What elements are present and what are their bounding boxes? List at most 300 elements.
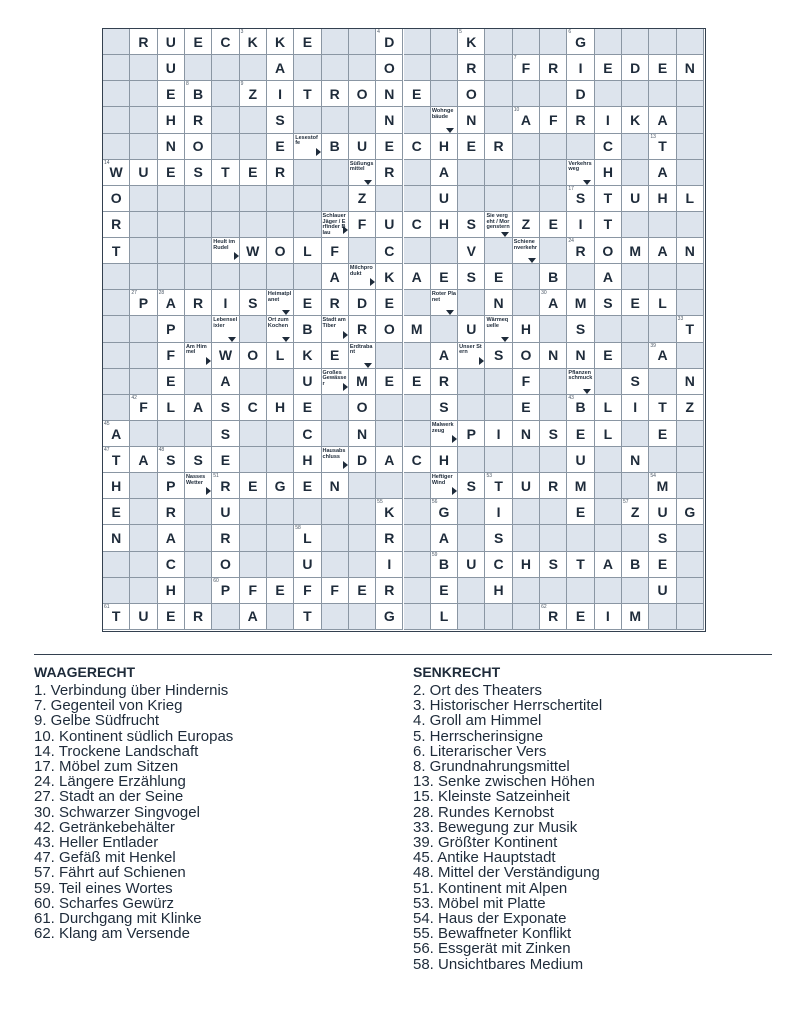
blank-cell [103,55,130,81]
letter-cell [267,107,294,133]
cell-letter: E [575,608,586,625]
letter-cell [513,421,540,447]
letter-cell [240,578,267,604]
cell-number: 47 [104,447,110,454]
clue-text: Großes Gewässer [322,369,347,387]
blank-cell [595,525,622,551]
cell-letter: H [493,582,504,599]
blank-cell [240,134,267,160]
cell-letter: L [303,242,312,259]
blank-cell [103,343,130,369]
cell-letter: E [111,503,121,520]
clue-cell [458,343,485,369]
cell-letter: E [657,425,668,442]
across-clue: 24. Längere Erzählung [34,773,186,791]
blank-cell [240,447,267,473]
letter-cell [567,186,594,212]
blank-cell [567,134,594,160]
across-clue: 7. Gegenteil von Krieg [34,697,183,715]
cell-letter: N [466,111,477,128]
letter-cell [158,473,185,499]
letter-cell [212,525,239,551]
blank-cell [294,499,321,525]
cell-letter: R [329,85,340,102]
letter-cell [513,369,540,395]
blank-cell [622,212,649,238]
blank-cell [158,421,185,447]
cell-letter: O [602,242,614,259]
letter-cell [349,134,376,160]
blank-cell [677,290,704,316]
cell-letter: L [166,399,176,416]
clue-cell [322,369,349,395]
letter-cell [103,525,130,551]
letter-cell [540,107,567,133]
blank-cell [540,447,567,473]
cell-letter: C [165,556,176,573]
cell-letter: F [139,399,148,416]
blank-cell [185,238,212,264]
letter-cell [513,55,540,81]
clue-text: Heult im Rudel [213,239,235,251]
cell-letter: T [111,451,121,468]
cell-letter: G [383,608,395,625]
letter-cell [595,212,622,238]
letter-cell [458,473,485,499]
cell-number: 57 [623,499,629,506]
letter-cell [185,290,212,316]
cell-letter: F [521,59,531,76]
blank-cell [349,29,376,55]
cell-letter: E [302,33,313,50]
clue-text: Sie vergeht / Morgenstern [486,212,510,231]
across-clue: 62. Klang am Versende [34,925,190,943]
cell-letter: O [520,347,532,364]
down-clue: 45. Antike Hauptstadt [413,849,556,867]
letter-cell [458,134,485,160]
cell-letter: B [548,268,559,285]
letter-cell [158,369,185,395]
letter-cell [158,55,185,81]
blank-cell [404,160,431,186]
cell-letter: E [275,138,285,155]
blank-cell [376,343,403,369]
blank-cell [595,29,622,55]
letter-cell [404,212,431,238]
down-clue: 15. Kleinste Satzeinheit [413,788,570,806]
blank-cell [595,473,622,499]
letter-cell [513,343,540,369]
letter-cell [458,107,485,133]
clue-text: Stadt am Tiber [322,317,346,330]
across-heading: WAAGERECHT [34,664,136,680]
letter-cell [322,81,349,107]
blank-cell [404,473,431,499]
across-clues [34,664,233,941]
letter-cell [130,160,157,186]
letter-cell [349,186,376,212]
blank-cell [595,499,622,525]
cell-letter: R [111,216,122,233]
letter-cell [185,604,212,630]
cell-letter: L [439,608,449,625]
cell-letter: C [411,451,422,468]
cell-letter: M [629,242,642,259]
arrow-right-icon [343,226,348,234]
letter-cell [294,473,321,499]
letter-cell [349,316,376,342]
cell-letter: O [192,138,204,155]
letter-cell [622,369,649,395]
cell-letter: B [302,320,313,337]
cell-letter: N [575,347,586,364]
blank-cell [458,525,485,551]
blank-cell [540,395,567,421]
cell-letter: E [411,373,422,390]
cell-letter: S [166,451,176,468]
arrow-right-icon [206,487,211,495]
cell-letter: R [384,530,395,547]
cell-number: 43 [568,394,574,401]
letter-cell [240,395,267,421]
blank-cell [267,212,294,238]
blank-cell [677,264,704,290]
blank-cell [513,186,540,212]
letter-cell [376,81,403,107]
blank-cell [103,290,130,316]
letter-cell [567,238,594,264]
letter-cell [267,81,294,107]
letter-cell [349,447,376,473]
clue-cell [485,316,512,342]
letter-cell [158,525,185,551]
blank-cell [404,29,431,55]
cell-letter: R [575,242,586,259]
blank-cell [458,578,485,604]
across-clue: 10. Kontinent südlich Europas [34,727,234,745]
cell-letter: E [411,85,422,102]
cell-letter: G [438,503,450,520]
blank-cell [540,578,567,604]
blank-cell [513,447,540,473]
letter-cell [130,604,157,630]
cell-letter: E [166,608,176,625]
letter-cell [595,395,622,421]
down-clue: 13. Senke zwischen Höhen [413,773,595,791]
blank-cell [431,29,458,55]
cell-letter: E [439,268,449,285]
arrow-down-icon [282,310,290,315]
letter-cell [322,473,349,499]
cell-letter: U [302,373,313,390]
cell-letter: M [574,477,587,494]
letter-cell [458,316,485,342]
blank-cell [185,212,212,238]
cell-letter: E [275,582,285,599]
letter-cell [567,395,594,421]
cell-letter: N [684,242,695,259]
letter-cell [294,421,321,447]
cell-number: 62 [541,603,547,610]
blank-cell [212,604,239,630]
cell-letter: T [303,85,312,102]
blank-cell [240,186,267,212]
letter-cell [212,369,239,395]
blank-cell [513,499,540,525]
cell-letter: A [111,425,122,442]
blank-cell [567,578,594,604]
arrow-right-icon [234,252,239,260]
letter-cell [677,186,704,212]
cell-letter: H [520,556,531,573]
arrow-down-icon [583,389,591,394]
cell-number: 39 [650,342,656,349]
clue-cell [212,316,239,342]
cell-letter: E [384,373,394,390]
cell-letter: I [387,556,392,573]
cell-number: 8 [185,81,189,88]
clue-text: Malwerkzeug [431,421,454,434]
cell-letter: T [111,608,121,625]
cell-letter: O [465,85,477,102]
letter-cell [212,343,239,369]
blank-cell [158,212,185,238]
cell-letter: S [466,268,476,285]
letter-cell [485,473,512,499]
cell-number: 5 [459,29,462,35]
letter-cell [458,264,485,290]
cell-letter: C [384,242,395,259]
cell-letter: R [438,373,450,390]
cell-number: 9 [240,81,244,88]
letter-cell [677,395,704,421]
clue-cell [185,473,212,499]
letter-cell [212,552,239,578]
letter-cell [485,290,512,316]
arrow-right-icon [479,357,484,365]
letter-cell [185,107,212,133]
clue-cell [322,212,349,238]
blank-cell [185,525,212,551]
letter-cell [322,264,349,290]
cell-letter: T [658,399,667,416]
cell-letter: S [220,399,231,416]
cell-letter: H [520,320,531,337]
cell-letter: N [684,373,695,390]
letter-cell [294,29,321,55]
blank-cell [622,81,649,107]
letter-cell [622,447,649,473]
cell-number: 42 [131,394,137,401]
cell-letter: I [633,399,638,416]
letter-cell [595,290,622,316]
blank-cell [404,552,431,578]
blank-cell [130,316,157,342]
letter-cell [622,55,649,81]
letter-cell [649,421,676,447]
blank-cell [240,369,267,395]
clue-cell [349,264,376,290]
letter-cell [267,134,294,160]
cell-number: 54 [650,473,656,480]
cell-letter: N [630,451,641,468]
letter-cell [185,160,212,186]
letter-cell [677,369,704,395]
letter-cell [485,421,512,447]
blank-cell [103,134,130,160]
blank-cell [130,264,157,290]
letter-cell [540,343,567,369]
cell-letter: U [466,556,477,573]
cell-letter: S [548,425,558,442]
cell-letter: T [658,138,667,155]
blank-cell [240,421,267,447]
clue-text: Schienenverkehr [513,239,538,251]
blank-cell [349,604,376,630]
clue-cell [431,473,458,499]
letter-cell [349,290,376,316]
blank-cell [240,499,267,525]
blank-cell [103,395,130,421]
cell-letter: E [493,268,504,285]
cell-letter: E [384,138,394,155]
letter-cell [458,238,485,264]
letter-cell [212,578,239,604]
blank-cell [513,81,540,107]
letter-cell [322,238,349,264]
cell-letter: A [138,451,149,468]
cell-letter: E [657,556,668,573]
blank-cell [267,421,294,447]
across-clue: 59. Teil eines Wortes [34,879,173,897]
letter-cell [376,552,403,578]
cell-letter: W [109,164,123,181]
clue-text: Wärmequelle [486,317,509,330]
cell-letter: R [193,111,204,128]
cell-letter: A [602,556,613,573]
letter-cell [130,395,157,421]
cell-letter: Z [630,503,640,520]
clue-text: Wohngebäude [431,108,454,120]
divider [34,654,772,655]
across-clue: 17. Möbel zum Sitzen [34,758,179,776]
cell-letter: R [548,59,559,76]
letter-cell [458,552,485,578]
across-clue: 9. Gelbe Südfrucht [34,712,160,730]
blank-cell [677,421,704,447]
cell-letter: N [384,85,395,102]
cell-letter: L [603,425,613,442]
letter-cell [677,238,704,264]
letter-cell [513,552,540,578]
blank-cell [540,29,567,55]
clue-text: Nasses Wetter [185,474,206,486]
letter-cell [513,316,540,342]
blank-cell [677,134,704,160]
letter-cell [240,160,267,186]
cell-letter: E [521,399,531,416]
cell-letter: H [438,216,450,233]
cell-number: 60 [213,577,219,584]
cell-letter: K [630,111,641,128]
blank-cell [130,421,157,447]
cell-letter: O [356,85,368,102]
letter-cell [431,343,458,369]
cell-number: 53 [486,473,493,480]
letter-cell [294,525,321,551]
letter-cell [185,447,212,473]
cell-letter: I [578,216,583,233]
blank-cell [103,552,130,578]
blank-cell [130,238,157,264]
cell-letter: A [657,111,668,128]
blank-cell [185,186,212,212]
letter-cell [103,212,130,238]
cell-letter: R [275,164,286,181]
cell-letter: B [630,556,641,573]
blank-cell [130,369,157,395]
letter-cell [267,343,294,369]
cell-letter: U [138,164,149,181]
cell-number: 14 [104,159,110,166]
blank-cell [649,81,676,107]
letter-cell [649,343,676,369]
blank-cell [404,499,431,525]
down-clue: 53. Möbel mit Platte [413,894,546,912]
blank-cell [677,81,704,107]
across-list [34,683,233,941]
cell-letter: C [411,216,422,233]
arrow-down-icon [528,258,536,263]
clue-cell [212,238,239,264]
letter-cell [513,473,540,499]
letter-cell [649,395,676,421]
letter-cell [485,578,512,604]
blank-cell [431,316,458,342]
blank-cell [513,264,540,290]
clue-text: Heftiger Wind [431,474,453,486]
letter-cell [431,369,458,395]
letter-cell [431,264,458,290]
arrow-right-icon [452,487,457,495]
blank-cell [540,81,567,107]
down-clue: 48. Mittel der Verständigung [413,864,600,882]
cell-letter: U [520,477,531,494]
blank-cell [485,107,512,133]
blank-cell [130,55,157,81]
cell-letter: M [574,294,587,311]
cell-letter: H [302,451,313,468]
blank-cell [349,525,376,551]
cell-letter: U [438,190,450,207]
letter-cell [240,81,267,107]
cell-letter: C [493,556,504,573]
clue-text: Lebenselixier [213,317,238,330]
blank-cell [513,290,540,316]
cell-number: 6 [568,29,572,35]
blank-cell [431,81,458,107]
clue-cell [485,212,512,238]
blank-cell [622,473,649,499]
blank-cell [485,55,512,81]
letter-cell [376,525,403,551]
cell-letter: K [247,33,258,50]
cell-letter: S [493,530,504,547]
blank-cell [485,369,512,395]
cell-letter: G [684,503,696,520]
blank-cell [294,160,321,186]
blank-cell [322,186,349,212]
